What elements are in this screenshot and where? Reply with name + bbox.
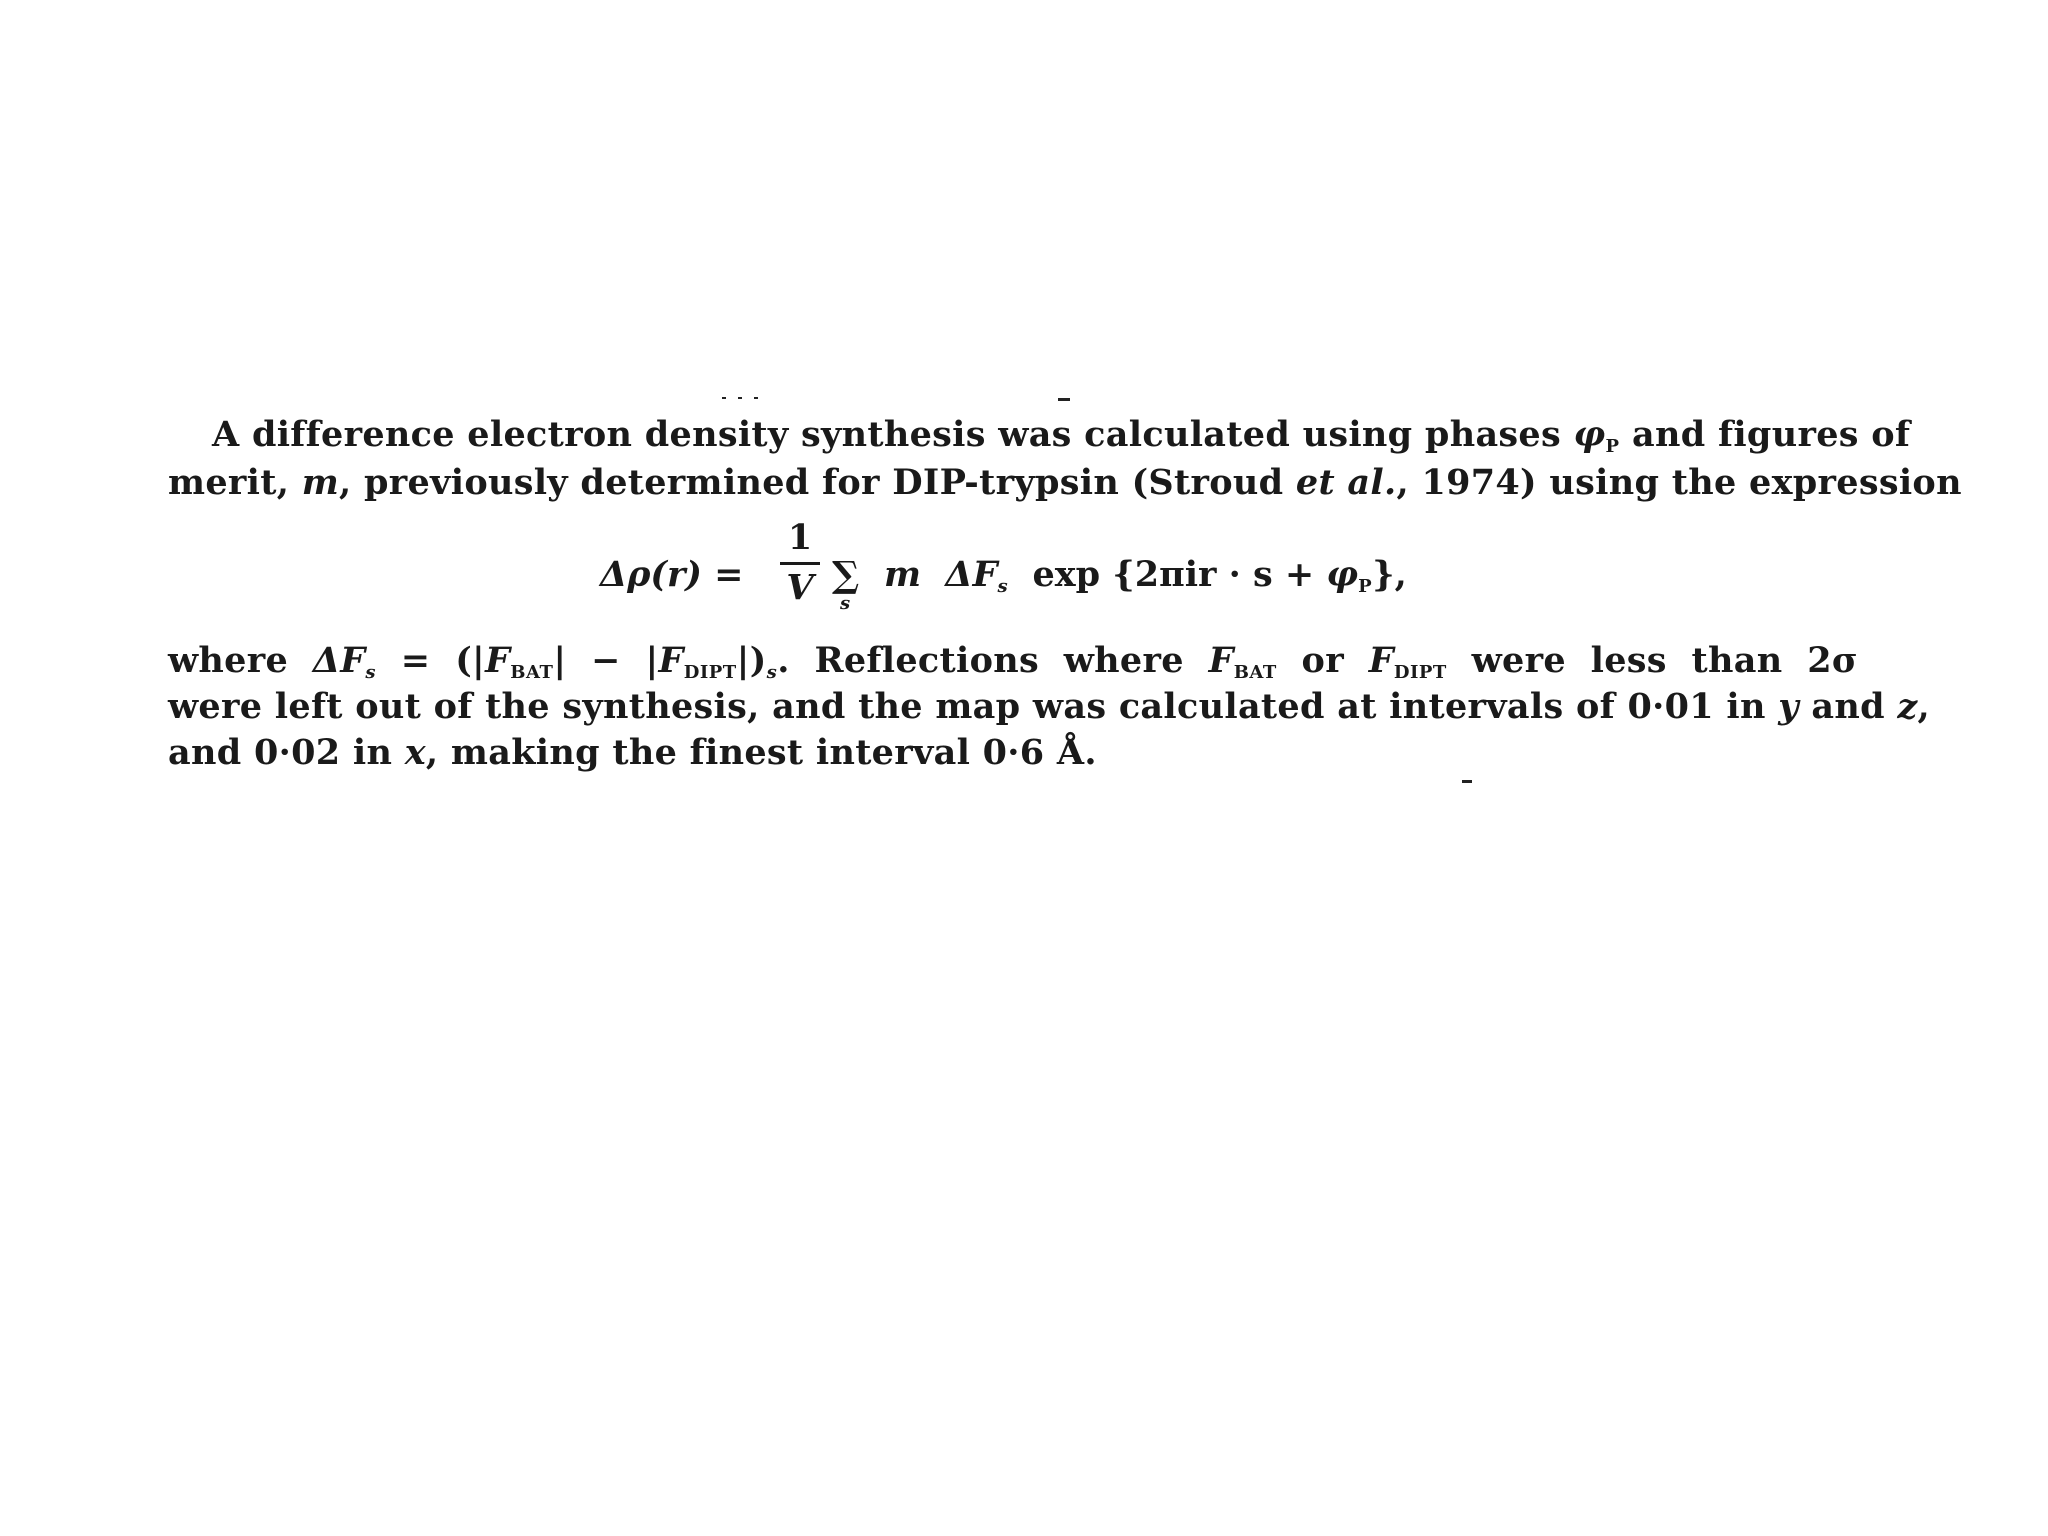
text-segment: , making the finest interval 0·6 Å. — [425, 732, 1097, 773]
scan-speck — [1058, 398, 1070, 401]
delta-f-subscript: s — [997, 576, 1009, 597]
text-segment: and figures of — [1619, 414, 1911, 455]
text-segment: . Reflections where — [777, 640, 1209, 681]
delta-f: ΔF — [945, 554, 998, 595]
summation-subscript: s — [840, 593, 851, 614]
text-segment: where — [168, 640, 313, 681]
scan-speck — [754, 397, 758, 399]
text-segment: , — [1917, 686, 1931, 727]
text-segment: , previously determined for DIP-trypsin (Stroud — [339, 462, 1296, 503]
fraction-bar — [780, 562, 820, 565]
et-al: et al. — [1295, 462, 1397, 503]
f-dipt-subscript: DIPT — [1393, 662, 1447, 683]
delta-f: ΔF — [312, 640, 366, 681]
delta-f-subscript: s — [365, 662, 377, 683]
f-bat-subscript: BAT — [1233, 662, 1277, 683]
f-dipt: F — [1368, 640, 1394, 681]
scan-speck — [1462, 780, 1472, 783]
paren-subscript: s — [766, 662, 778, 683]
phi-subscript: P — [1605, 436, 1620, 457]
variable-y: y — [1778, 686, 1799, 727]
text-segment: = (| — [376, 640, 486, 681]
paragraph-line-2 — [168, 460, 1962, 506]
phi-symbol: φ — [1573, 414, 1606, 455]
equation-close: }, — [1372, 554, 1407, 595]
text-segment: were less than 2σ — [1446, 640, 1859, 681]
phi-symbol: φ — [1326, 554, 1359, 595]
f-bat-subscript: BAT — [510, 662, 554, 683]
scan-speck — [738, 397, 742, 399]
phi-subscript: P — [1358, 576, 1373, 597]
scan-speck — [722, 397, 726, 399]
equation-lhs: Δρ(r) = — [600, 554, 744, 595]
fraction-denominator: V — [786, 567, 814, 608]
variable-z: z — [1897, 686, 1918, 727]
text-segment: were left out of the synthesis, and the map was calculated at intervals of 0·01 in — [168, 686, 1779, 727]
f-dipt-subscript: DIPT — [683, 662, 737, 683]
text-segment: , 1974) using the expression — [1396, 462, 1962, 503]
summation-sign: ∑ — [832, 554, 860, 596]
text-segment: and — [1798, 686, 1898, 727]
equation-rhs — [884, 552, 1407, 610]
fraction-numerator: 1 — [787, 517, 813, 558]
variable-m: m — [301, 462, 340, 503]
text-segment: or — [1276, 640, 1369, 681]
paragraph-line-5 — [168, 684, 1931, 730]
text-segment: A difference electron density synthesis was calculated using phases — [212, 414, 1574, 455]
fraction — [780, 518, 820, 609]
variable-m: m — [884, 554, 922, 595]
f-dipt: F — [658, 640, 684, 681]
text-segment: | − | — [553, 640, 659, 681]
f-bat: F — [1208, 640, 1234, 681]
paragraph-line-6 — [168, 730, 1858, 776]
text-segment: merit, — [168, 462, 302, 503]
f-bat: F — [485, 640, 511, 681]
variable-x: x — [404, 732, 426, 773]
text-segment: and 0·02 in — [168, 732, 405, 773]
text-segment: |) — [736, 640, 767, 681]
exp-term: exp {2πir · s + — [1032, 554, 1327, 595]
